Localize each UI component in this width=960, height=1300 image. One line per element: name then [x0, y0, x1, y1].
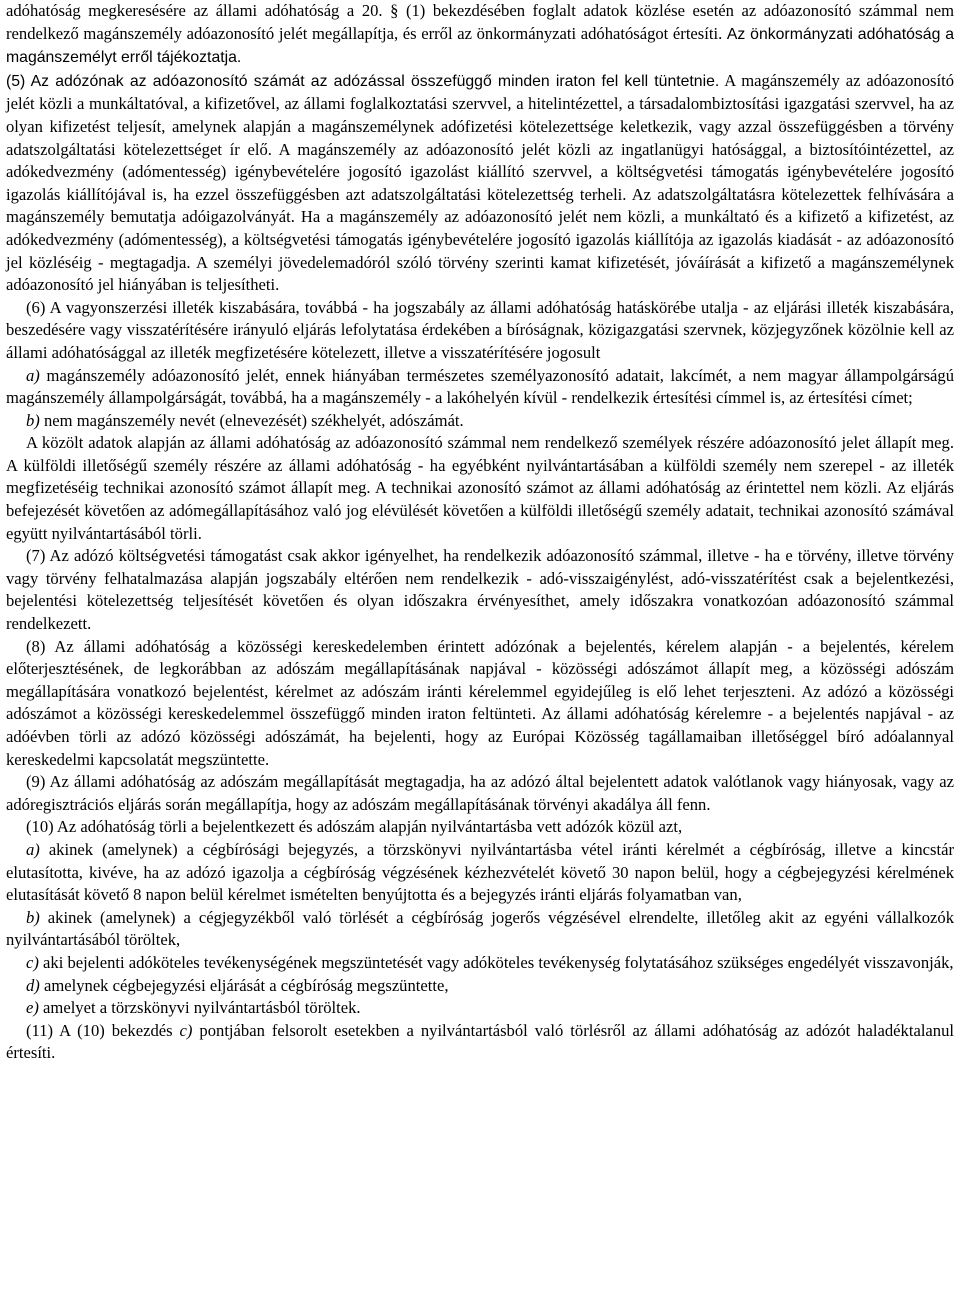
list-text-10a: akinek (amelynek) a cégbírósági bejegyzés, a törzskönyvi nyilvántartásba vétel iránti kérelmét a cégbíróság, illetve a kincstár elutasította, kivéve, ha az adózó igazolja a cégbíróság végzésének kézhezvételét követő 30 napon belül, hogy a cégbejegyzési kérelmének elutasítását követő 8 napon belül kérelmet ismételten benyújtotta és a bejegyzés iránti eljárás folyamatban van,: [6, 839, 954, 905]
list-item-10b: [6, 907, 954, 952]
paragraph-intro-sans: Az önkormányzati adóhatóság a magánszemélyt erről tájékoztatja.: [6, 25, 955, 67]
paragraph-intro-text: adóhatóság megkeresésére az állami adóhatóság a 20. § (1) bekezdésében foglalt adatok közlése esetén az adóazonosító számmal nem rendelkező magánszemély adóazonosító jelét megállapítja, és erről az önkormányzati adóhatóságot értesíti.: [6, 1, 954, 43]
list-label-10e: e): [26, 998, 39, 1018]
list-label-10c: c): [26, 952, 39, 972]
list-item-10a: [6, 839, 954, 907]
paragraph-7: (7) Az adózó költségvetési támogatást csak akkor igényelhet, ha rendelkezik adóazonosító számmal, illetve - ha e törvény, illetve törvény vagy törvény felhatalmazása alapján jogszabály eltérően nem rendelkezik - adó-visszaigénylést, adó-visszatérítést csak a bejelentkezési, bejelentési kötelezettség teljesítését követően és olyan időszakra érvényesíthet, amely időszakra vonatkozóan adóazonosító számmal rendelkezett.: [6, 546, 954, 634]
paragraph-11-pre: (11) A (10) bekezdés: [26, 1020, 180, 1040]
paragraph-10: (10) Az adóhatóság törli a bejelentkezett és adószám alapján nyilvántartásba vett adózók közül azt,: [26, 817, 683, 837]
list-label-6b: b): [26, 410, 40, 430]
list-item-6a: [6, 365, 954, 410]
paragraph-5-text: A magánszemély az adóazonosító jelét közli a munkáltatóval, a kifizetővel, az állami foglalkoztatási szervvel, a hitelintézettel, a társadalombiztosítási igazgatási szervvel, ha az olyan kifizetést teljesít, amelynek alapján a magánszemélynek adófizetési kötelezettsége keletkezik, vagy azzal összefüggésben a törvény adatszolgáltatási kötelezettséget ír elő. A magánszemély az adóazonosító jelét közli az ingatlanügyi hatósággal, a biztosítóintézettel, az adókedvezmény (adómentesség) igénybevételére jogosító igazolást kiállító szervvel, a költségvetési támogatás igénybevételére jogosító igazolás kiállítójával is, ha ezzel összefüggésben azt adatszolgáltatási kötelezettség terheli. Az adatszolgáltatásra kötelezettek felhívására a magánszemély bemutatja adóigazolványát. Ha a magánszemély az adóazonosító jelét nem közli, a munkáltató és a kifizető a kifizetést, az adókedvezmény (adómentesség), a költségvetési támogatás igénybevételére jogosító igazolás kiállítója az igazolás kiadását - az adóazonosító jel közléséig - megtagadja. A személyi jövedelemadóról szóló törvény szerinti kamat kifizetését, jóváírását a kifizető a magánszemélynek adóazonosító jel hiányában is teljesítheti.: [6, 70, 954, 295]
list-text-10b: akinek (amelynek) a cégjegyzékből való törlését a cégbíróság jogerős végzésével elrendelte, illetőleg akit az egyéni vállalkozók nyilvántartásából töröltek,: [6, 907, 954, 950]
paragraph-11: [6, 1020, 954, 1065]
paragraph-5: [6, 70, 954, 297]
list-item-10d: [6, 975, 954, 998]
paragraph-6-continued: A közölt adatok alapján az állami adóhatóság az adóazonosító számmal nem rendelkező személyek részére adóazonosító jelet állapít meg. A külföldi illetőségű személy részére az állami adóhatóság - ha egyébként nyilvántartásában a külföldi személy nem szerepel - az illeték megfizetéséig technikai azonosító számot állapít meg. A technikai azonosító számot az állami adóhatóság az érintettel nem közli. Az eljárás befejezését követően az adómegállapításához való jog elévülését követően a külföldi illetőségű személy adatait, technikai azonosító számával együtt nyilvántartásából törli.: [6, 433, 954, 543]
paragraph-5-sans: (5) Az adózónak az adóazonosító számát az adózással összefüggő minden iraton fel kell tüntetnie.: [6, 72, 720, 90]
list-text-6a: magánszemély adóazonosító jelét, ennek hiányában természetes személyazonosító adatait, lakcímét, a nem magyar állampolgárságú magánszemély állampolgárságát, továbbá, ha a magánszemély - a lakóhelyén kívül - rendelkezik értesítési címmel is, az értesítési címet;: [6, 365, 954, 408]
list-label-10d: d): [26, 975, 40, 995]
list-label-10a: a): [26, 839, 40, 859]
paragraph-11-label: c): [179, 1020, 193, 1040]
paragraph-intro: [6, 0, 954, 70]
list-item-6b: [6, 410, 954, 433]
list-item-10e: [6, 997, 954, 1020]
paragraph-9: (9) Az állami adóhatóság az adószám megállapítását megtagadja, ha az adózó által bejelentett adatok valótlanok vagy hiányosak, vagy az adóregisztrációs eljárás során megállapítja, hogy az adószám megállapításának törvényi akadálya áll fenn.: [6, 772, 954, 814]
paragraph-11-text: pontjában felsorolt esetekben a nyilvántartásból való törlésről az állami adóhatóság az adózót haladéktalanul értesíti.: [6, 1020, 954, 1063]
list-item-10c: [6, 952, 954, 975]
list-text-10c: aki bejelenti adóköteles tevékenységének megszüntetését vagy adóköteles tevékenység folytatásához szükséges engedélyét visszavonják,: [38, 952, 954, 972]
paragraph-8: (8) Az állami adóhatóság a közösségi kereskedelemben érintett adózónak a bejelentés, kérelem alapján - a bejelentés, kérelem előterjesztésének, de legkorábban az adószám megállapításának napjával - közösségi adószámot állapít meg, a közösségi adószám megállapítására vonatkozó bejelentést, kérelmet az adószám iránti kérelemmel egyidejűleg is elő lehet terjeszteni. Az adózó a közösségi adószámot a közösségi kereskedelemmel összefüggő minden iraton feltünteti. Az állami adóhatóság kérelemre - a bejelentés napjával - az adóévben törli az adózó közösségi adószámát, ha bejelenti, hogy az Európai Közösség tagállamaiban illetőséggel bíró adóalannyal kereskedelmi kapcsolatát megszüntette.: [6, 636, 954, 769]
list-label-10b: b): [26, 907, 40, 927]
list-label-6a: a): [26, 365, 40, 385]
list-text-6b: nem magánszemély nevét (elnevezését) székhelyét, adószámát.: [39, 410, 464, 430]
paragraph-6: (6) A vagyonszerzési illeték kiszabására, továbbá - ha jogszabály az állami adóhatóság hatáskörébe utalja - az eljárási illeték kiszabására, beszedésére vagy visszatérítésére irányuló eljárás lefolytatása érdekében a bíróságnak, közigazgatási szervnek, közjegyzőnek közölnie kell az állami adóhatósággal az illeték megfizetésére kötelezett, illetve a visszatérítésére jogosult: [6, 297, 954, 362]
list-text-10d: amelynek cégbejegyzési eljárását a cégbíróság megszüntette,: [39, 975, 449, 995]
list-text-10e: amelyet a törzskönyvi nyilvántartásból töröltek.: [38, 998, 361, 1018]
